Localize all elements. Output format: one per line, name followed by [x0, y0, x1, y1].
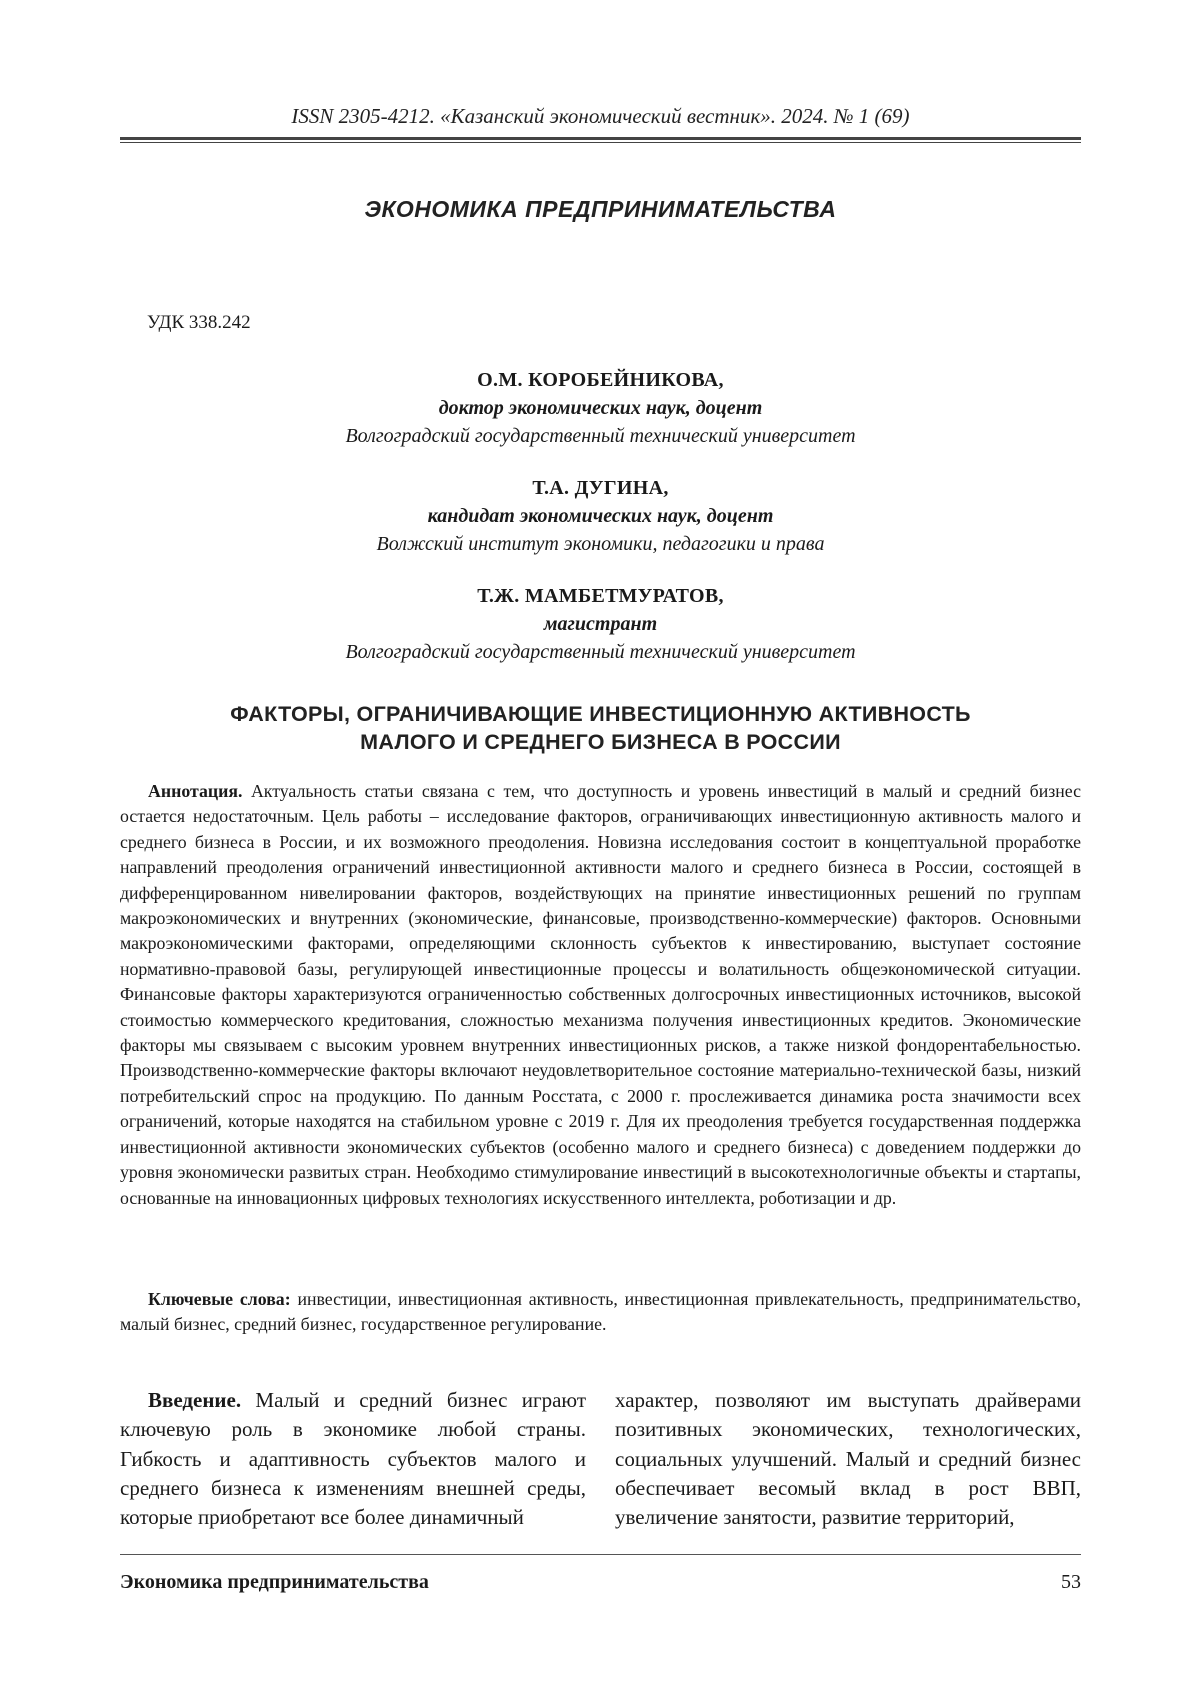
author-name: О.М. КОРОБЕЙНИКОВА, — [477, 369, 724, 391]
author-degree: кандидат экономических наук, доцент — [427, 505, 774, 527]
keywords — [120, 1287, 1081, 1338]
page-number: 53 — [1061, 1571, 1081, 1593]
author-name: Т.Ж. МАМБЕТМУРАТОВ, — [477, 585, 724, 607]
udc-code: УДК 338.242 — [147, 312, 251, 333]
author-block — [120, 474, 1081, 559]
article-title — [120, 700, 1081, 756]
intro-label: Введение. — [148, 1388, 242, 1412]
author-affiliation: Волжский институт экономики, педагогики и права — [376, 533, 825, 555]
intro-left-column — [120, 1386, 586, 1532]
header-rule — [120, 137, 1081, 143]
abstract — [120, 779, 1081, 1211]
author-list — [120, 366, 1081, 690]
author-name: Т.А. ДУГИНА, — [532, 477, 669, 499]
abstract-label: Аннотация. — [148, 781, 243, 801]
running-head: ISSN 2305-4212. «Казанский экономический вестник». 2024. № 1 (69) — [291, 104, 910, 128]
author-degree: доктор экономических наук, доцент — [438, 397, 763, 419]
keywords-label: Ключевые слова: — [148, 1289, 291, 1309]
article-title-line: МАЛОГО И СРЕДНЕГО БИЗНЕСА В РОССИИ — [360, 730, 841, 754]
author-affiliation: Волгоградский государственный технический университет — [345, 641, 856, 663]
section-title: ЭКОНОМИКА ПРЕДПРИНИМАТЕЛЬСТВА — [364, 196, 837, 222]
author-affiliation: Волгоградский государственный технический университет — [345, 425, 856, 447]
body-columns — [120, 1386, 1081, 1532]
article-title-line: ФАКТОРЫ, ОГРАНИЧИВАЮЩИЕ ИНВЕСТИЦИОННУЮ АКТИВНОСТЬ — [230, 702, 971, 726]
author-block — [120, 366, 1081, 451]
intro-right-column: характер, позволяют им выступать драйверами позитивных экономических, технологических, социальных улучшений. Малый и средний бизнес обеспечивает весомый вклад в рост ВВП, увеличение занятости, развитие территорий, — [615, 1388, 1081, 1530]
footer-section-name: Экономика предпринимательства — [120, 1571, 429, 1593]
footer-rule — [120, 1554, 1081, 1555]
intro-left-text: Малый и средний бизнес играют ключевую роль в экономике любой страны. Гибкость и адаптивность субъектов малого и среднего бизнеса к изменениям внешней среды, которые приобретают все более динамичный — [120, 1388, 587, 1530]
abstract-text: Актуальность статьи связана с тем, что доступность и уровень инвестиций в малый и средний бизнес остается недостаточным. Цель работы – исследование факторов, ограничивающих инвестиционную активность малого и среднего бизнеса в России, и их возможного преодоления. Новизна исследования состоит в концептуальной проработке направлений преодоления ограничений инвестиционной активности малого и среднего бизнеса в России, состоящей в дифференцированном нивелировании факторов, воздействующих на принятие инвестиционных решений по группам макроэкономических и внутренних (экономические, финансовые, производственно-коммерческие) факторов. Основными макроэкономическими факторами, определяющими склонность субъектов к инвестированию, выступает состояние нормативно-правовой базы, регулирующей инвестиционные процессы и волатильность общеэкономической ситуации. Финансовые факторы характеризуются ограниченностью собственных долгосрочных инвестиционных источников, высокой стоимостью коммерческого кредитования, сложностью механизма получения инвестиционных кредитов. Экономические факторы мы связываем с высоким уровнем внутренних инвестиционных рисков, а также низкой фондорентабельностью. Производственно-коммерческие факторы включают неудовлетворительное состояние материально-технической базы, низкий потребительский спрос на продукцию. По данным Росстата, с 2000 г. прослеживается динамика роста значимости всех ограничений, которые находятся на стабильном уровне с 2019 г. Для их преодоления требуется государственная поддержка инвестиционной активности экономических субъектов (особенно малого и среднего бизнеса) с доведением поддержки до уровня экономически развитых стран. Необходимо стимулирование инвестиций в высокотехнологичные объекты и стартапы, основанные на инновационных цифровых технологиях искусственного интеллекта, роботизации и др. — [120, 781, 1081, 1208]
author-block — [120, 582, 1081, 667]
author-degree: магистрант — [543, 613, 658, 635]
keywords-text: инвестиции, инвестиционная активность, инвестиционная привлекательность, предпринимательство, малый бизнес, средний бизнес, государственное регулирование. — [120, 1289, 1081, 1335]
